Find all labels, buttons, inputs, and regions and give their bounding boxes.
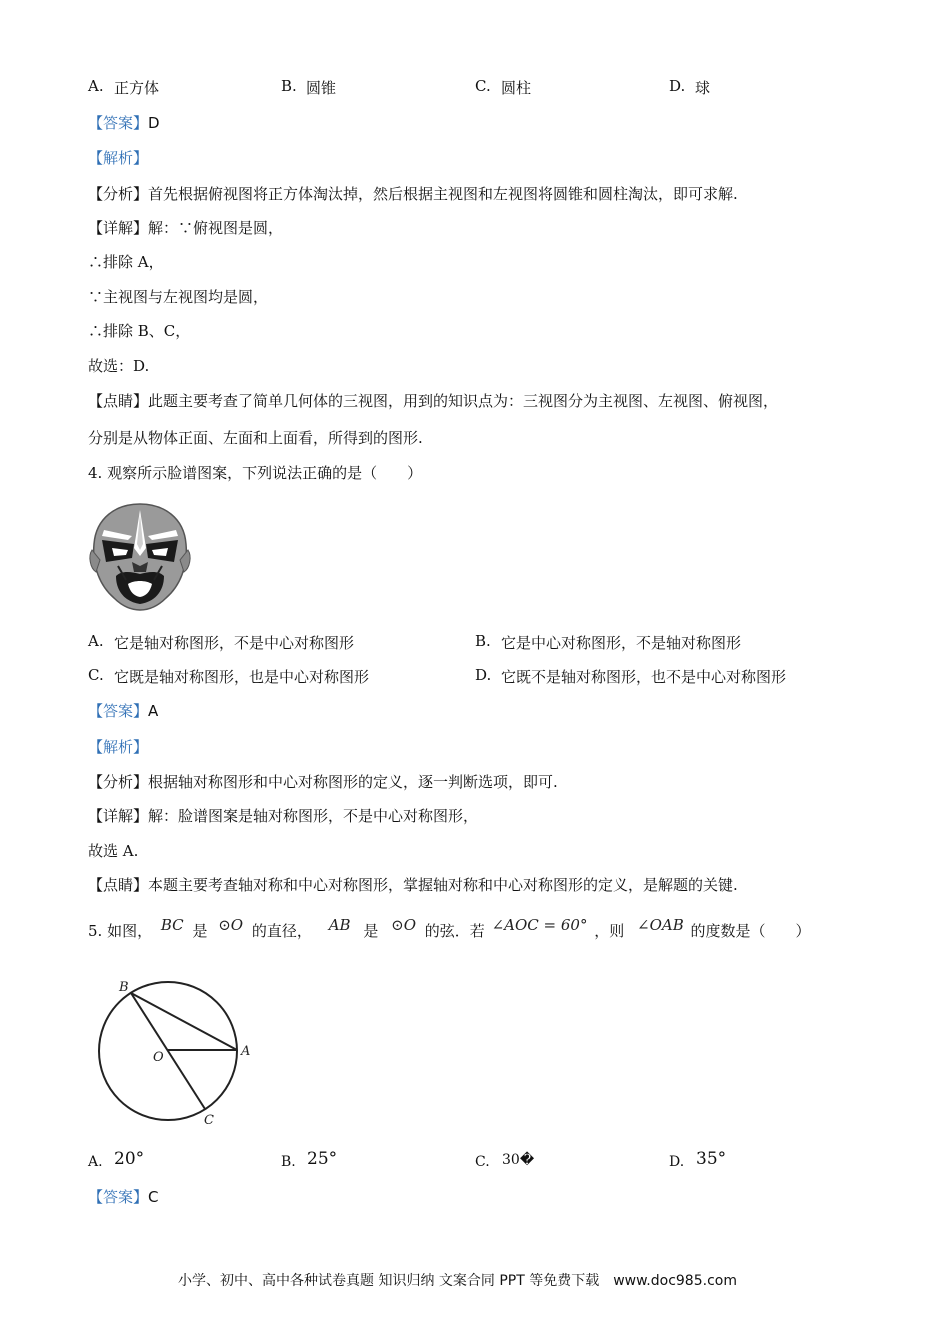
- q3-line-3: ∴排除 A，: [88, 253, 164, 271]
- q4-option-a-text: 它是轴对称图形，不是中心对称图形: [114, 634, 355, 652]
- q3-option-b-text: 圆锥: [306, 79, 337, 97]
- answer-value: A: [148, 702, 159, 720]
- label-a: A: [241, 1044, 251, 1059]
- label-o: O: [153, 1050, 164, 1065]
- math-ab: AB: [328, 916, 351, 934]
- math-angle-oab: ∠OAB: [637, 916, 684, 934]
- q5-diameter: 的直径，: [251, 922, 312, 940]
- q5-answer: [88, 1186, 159, 1207]
- opera-mask-image: [88, 500, 192, 612]
- q5-option-c-letter: C.: [475, 1154, 490, 1170]
- q5-is-1: 是: [192, 922, 208, 940]
- answer-tag: 【答案】: [88, 1188, 149, 1206]
- q5-is-2: 是: [363, 922, 379, 940]
- q3-line-6: 故选：D.: [88, 357, 150, 375]
- q3-option-d-letter: D.: [669, 77, 686, 95]
- q4-line-4: 【点睛】本题主要考查轴对称和中心对称图形，掌握轴对称和中心对称图形的定义，是解题的关键.: [88, 876, 738, 894]
- answer-value: D: [148, 114, 160, 132]
- q5-chord: 的弦．若: [424, 922, 485, 940]
- q5-option-b-letter: B.: [281, 1154, 296, 1170]
- q4-option-c-letter: C.: [88, 666, 104, 684]
- chord-ab-line: [131, 993, 237, 1050]
- q4-stem: 4. 观察所示脸谱图案，下列说法正确的是（ ）: [88, 464, 423, 482]
- q5-option-d-value: 35°: [696, 1149, 727, 1169]
- q5-option-b-value: 25°: [307, 1149, 338, 1169]
- q3-analysis-tag: 【解析】: [88, 149, 149, 167]
- label-b: B: [119, 980, 129, 995]
- q4-line-1: 【分析】根据轴对称图形和中心对称图形的定义，逐一判断选项，即可.: [88, 773, 558, 791]
- q3-line-2: 【详解】解：∵俯视图是圆，: [88, 219, 284, 237]
- q3-option-c-letter: C.: [475, 77, 491, 95]
- q3-line-1: 【分析】首先根据俯视图将正方体淘汰掉，然后根据主视图和左视图将圆锥和圆柱淘汰，即可求解.: [88, 185, 738, 203]
- q3-line-5: ∴排除 B、C，: [88, 322, 191, 340]
- q4-line-3: 故选 A.: [88, 842, 139, 860]
- q5-option-a-letter: A.: [88, 1154, 103, 1170]
- answer-value: C: [148, 1188, 159, 1206]
- q5-then: ，则: [594, 922, 625, 940]
- q3-line-7: 【点睛】此题主要考查了简单几何体的三视图，用到的知识点为：三视图分为主视图、左视图、俯视图，: [88, 392, 779, 410]
- math-angle-aoc: ∠AOC = 60°: [491, 916, 588, 934]
- math-bc: BC: [160, 916, 184, 934]
- q4-option-d-letter: D.: [475, 666, 492, 684]
- q5-option-d-letter: D.: [669, 1154, 685, 1170]
- circle-figure: [90, 974, 260, 1132]
- answer-tag: 【答案】: [88, 702, 149, 720]
- math-circle-o-2: ⊙O: [391, 916, 416, 934]
- q4-option-d-text: 它既不是轴对称图形，也不是中心对称图形: [501, 668, 787, 686]
- q4-line-2: 【详解】解：脸谱图案是轴对称图形，不是中心对称图形，: [88, 807, 479, 825]
- math-circle-o: ⊙O: [218, 916, 244, 934]
- q3-option-c-text: 圆柱: [501, 79, 532, 97]
- q4-option-b-text: 它是中心对称图形，不是轴对称图形: [501, 634, 742, 652]
- q4-analysis-tag: 【解析】: [88, 738, 149, 756]
- q3-answer: [88, 112, 160, 133]
- q3-option-d-text: 球: [695, 79, 711, 97]
- q4-option-c-text: 它既是轴对称图形，也是中心对称图形: [114, 668, 370, 686]
- q3-option-a-letter: A.: [88, 77, 104, 95]
- footer-text: 小学、初中、高中各种试卷真题 知识归纳 文案合同 PPT 等免费下载 www.doc985.com: [178, 1273, 737, 1289]
- q5-number: 5. 如图，: [88, 922, 153, 940]
- q5-tail: 的度数是（ ）: [690, 922, 811, 940]
- q3-option-a-text: 正方体: [114, 79, 160, 97]
- answer-tag: 【答案】: [88, 114, 149, 132]
- q3-option-b-letter: B.: [281, 77, 297, 95]
- q5-option-a-value: 20°: [114, 1149, 145, 1169]
- label-c: C: [204, 1113, 214, 1128]
- q3-line-4: ∵主视图与左视图均是圆，: [88, 288, 269, 306]
- q3-line-8: 分别是从物体正面、左面和上面看，所得到的图形.: [88, 429, 423, 447]
- q5-option-c-value: 30�: [502, 1152, 535, 1168]
- q4-option-a-letter: A.: [88, 632, 104, 650]
- q4-option-b-letter: B.: [475, 632, 491, 650]
- q5-stem: [88, 916, 811, 941]
- q4-answer: [88, 700, 158, 721]
